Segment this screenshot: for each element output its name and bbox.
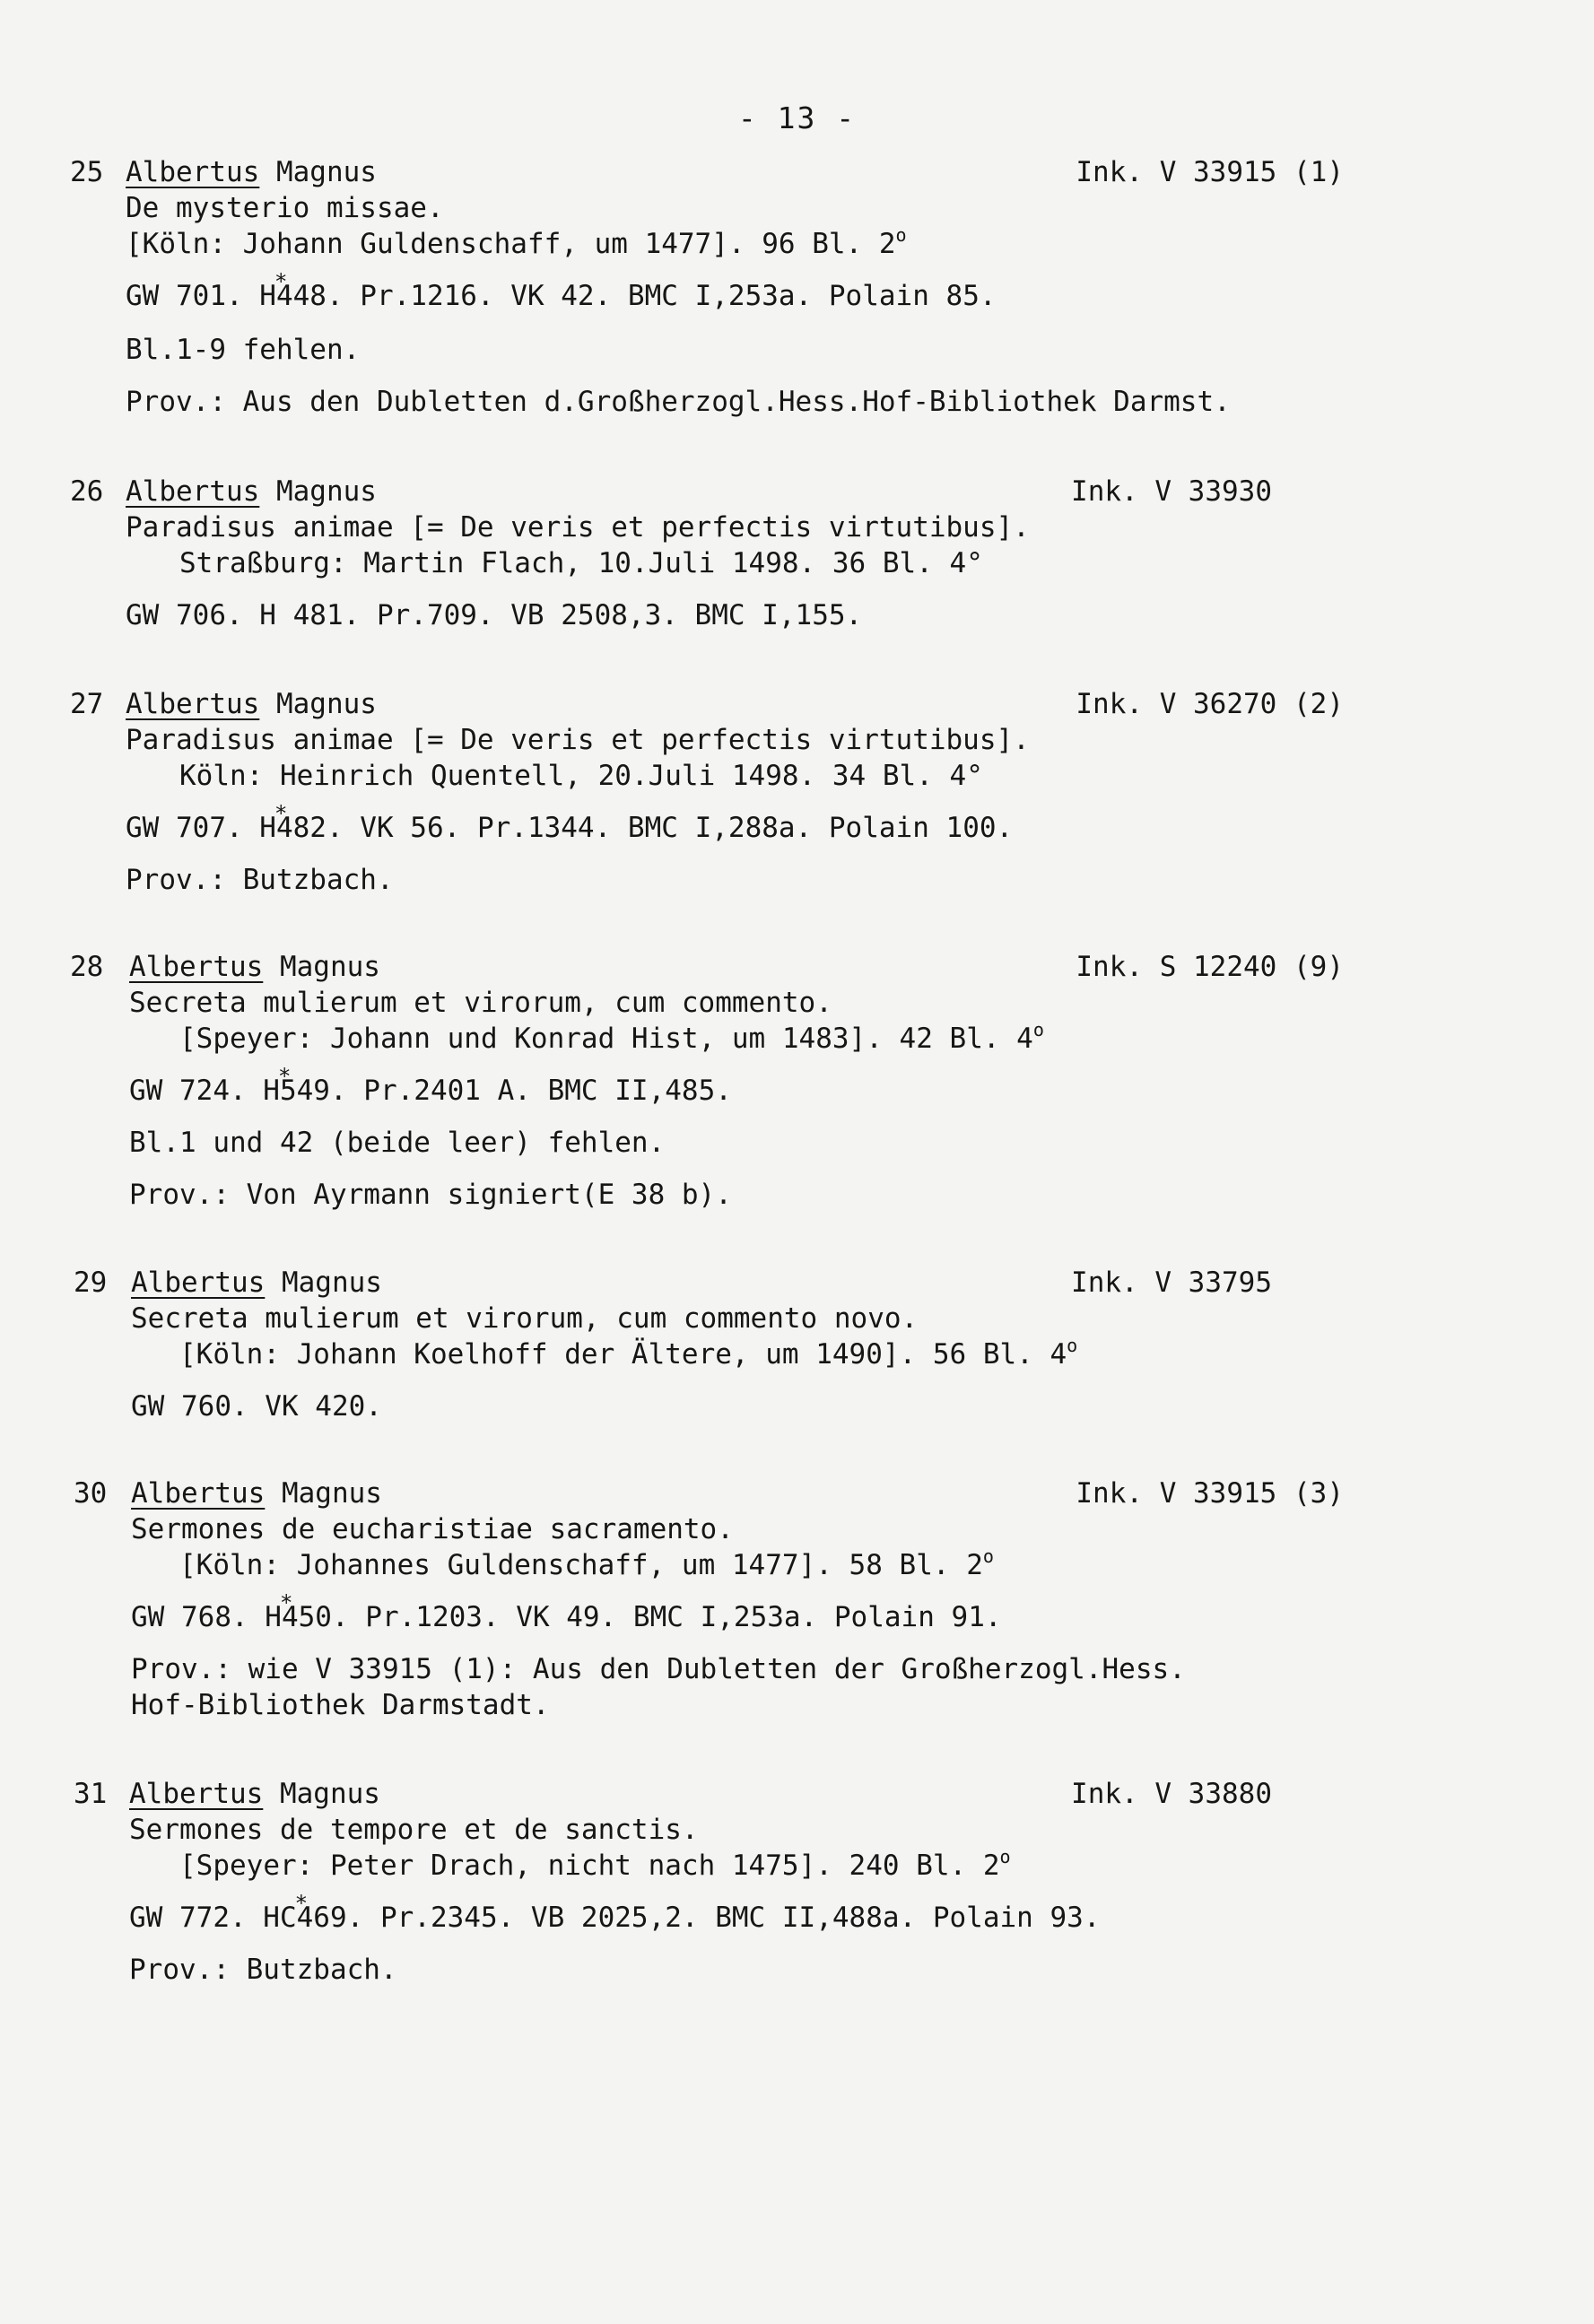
entry-number: 31	[74, 1778, 108, 1810]
entry-shelfmark: Ink. V 36270 (2)	[1076, 688, 1344, 720]
entry-provenance: Prov.: Aus den Dubletten d.Großherzogl.Hess.Hof-Bibliothek Darmst.	[126, 386, 1231, 418]
entry-title: Sermones de tempore et de sanctis.	[129, 1814, 699, 1846]
catalog-entry-28	[70, 949, 1344, 1213]
entry-number: 25	[70, 156, 104, 188]
entry-note: Bl.1-9 fehlen.	[126, 334, 361, 366]
catalog-entry-26	[70, 474, 1344, 633]
entry-author: Albertus Magnus	[129, 1778, 380, 1810]
entry-references: GW 772. HC* 469. Pr.2345. VB 2025,2. BMC II,488a. Polain 93.	[129, 1900, 1101, 1936]
entry-provenance: Prov.: wie V 33915 (1): Aus den Dubletten der Großherzogl.Hess.	[131, 1653, 1186, 1685]
entry-number: 30	[74, 1477, 108, 1510]
entry-author: Albertus Magnus	[131, 1477, 382, 1510]
catalog-entry-31	[70, 1776, 1344, 1988]
entry-author: Albertus Magnus	[126, 475, 377, 508]
entry-number: 27	[70, 688, 104, 720]
catalog-entry-30	[70, 1475, 1344, 1723]
entry-shelfmark: Ink. V 33880	[1071, 1778, 1272, 1810]
entry-provenance-cont: Hof-Bibliothek Darmstadt.	[131, 1689, 550, 1721]
entry-references: GW 768. H* 450. Pr.1203. VK 49. BMC I,253a. Polain 91.	[131, 1599, 1002, 1635]
entry-references: GW 724. H* 549. Pr.2401 A. BMC II,485.	[129, 1073, 732, 1109]
entry-provenance: Prov.: Butzbach.	[126, 864, 394, 896]
entry-number: 29	[74, 1266, 108, 1299]
entry-author: Albertus Magnus	[131, 1266, 382, 1299]
entry-provenance: Prov.: Von Ayrmann signiert(E 38 b).	[129, 1179, 732, 1211]
entry-imprint: [Speyer: Peter Drach, nicht nach 1475]. 240 Bl. 2$^o$	[179, 1846, 1011, 1882]
entry-references: GW 706. H 481. Pr.709. VB 2508,3. BMC I,155.	[126, 599, 863, 631]
entry-imprint: Köln: Heinrich Quentell, 20.Juli 1498. 34 Bl. 4°	[179, 760, 983, 792]
entry-author: Albertus Magnus	[126, 156, 377, 188]
entry-shelfmark: Ink. V 33915 (1)	[1076, 156, 1344, 188]
entry-title: Sermones de eucharistiae sacramento.	[131, 1513, 734, 1545]
entry-shelfmark: Ink. S 12240 (9)	[1076, 951, 1344, 983]
catalog-entry-25	[70, 154, 1344, 420]
entry-note: Bl.1 und 42 (beide leer) fehlen.	[129, 1127, 666, 1159]
entry-author: Albertus Magnus	[129, 951, 380, 983]
entry-number: 28	[70, 951, 104, 983]
entry-title: Secreta mulierum et virorum, cum commento novo.	[131, 1302, 919, 1335]
entry-author: Albertus Magnus	[126, 688, 377, 720]
entry-provenance: Prov.: Butzbach.	[129, 1954, 397, 1986]
entry-shelfmark: Ink. V 33915 (3)	[1076, 1477, 1344, 1510]
entry-references: GW 707. H* 482. VK 56. Pr.1344. BMC I,288a. Polain 100.	[126, 810, 1013, 846]
entry-references: GW 701. H* 448. Pr.1216. VK 42. BMC I,253a. Polain 85.	[126, 278, 997, 314]
entry-title: Paradisus animae [= De veris et perfectis virtutibus].	[126, 511, 1030, 544]
catalog-entry-29	[70, 1265, 1344, 1424]
entry-number: 26	[70, 475, 104, 508]
entry-title: Paradisus animae [= De veris et perfectis virtutibus].	[126, 724, 1030, 756]
entry-title: Secreta mulierum et virorum, cum commento.	[129, 987, 832, 1019]
entry-shelfmark: Ink. V 33795	[1071, 1266, 1272, 1299]
entry-imprint: [Köln: Johann Koelhoff der Ältere, um 1490]. 56 Bl. 4$^o$	[179, 1335, 1078, 1371]
page-number: - 13 -	[737, 100, 857, 135]
entry-imprint: Straßburg: Martin Flach, 10.Juli 1498. 36 Bl. 4°	[179, 547, 983, 579]
entry-shelfmark: Ink. V 33930	[1071, 475, 1272, 508]
entry-references: GW 760. VK 420.	[131, 1390, 382, 1423]
entry-imprint: [Köln: Johannes Guldenschaff, um 1477]. 58 Bl. 2$^o$	[179, 1545, 994, 1581]
entry-title: De mysterio missae.	[126, 192, 444, 224]
entry-imprint: [Speyer: Johann und Konrad Hist, um 1483]. 42 Bl. 4$^o$	[179, 1019, 1044, 1055]
catalog-entry-27	[70, 686, 1344, 898]
entry-imprint: [Köln: Johann Guldenschaff, um 1477]. 96 Bl. 2$^o$	[126, 224, 907, 260]
